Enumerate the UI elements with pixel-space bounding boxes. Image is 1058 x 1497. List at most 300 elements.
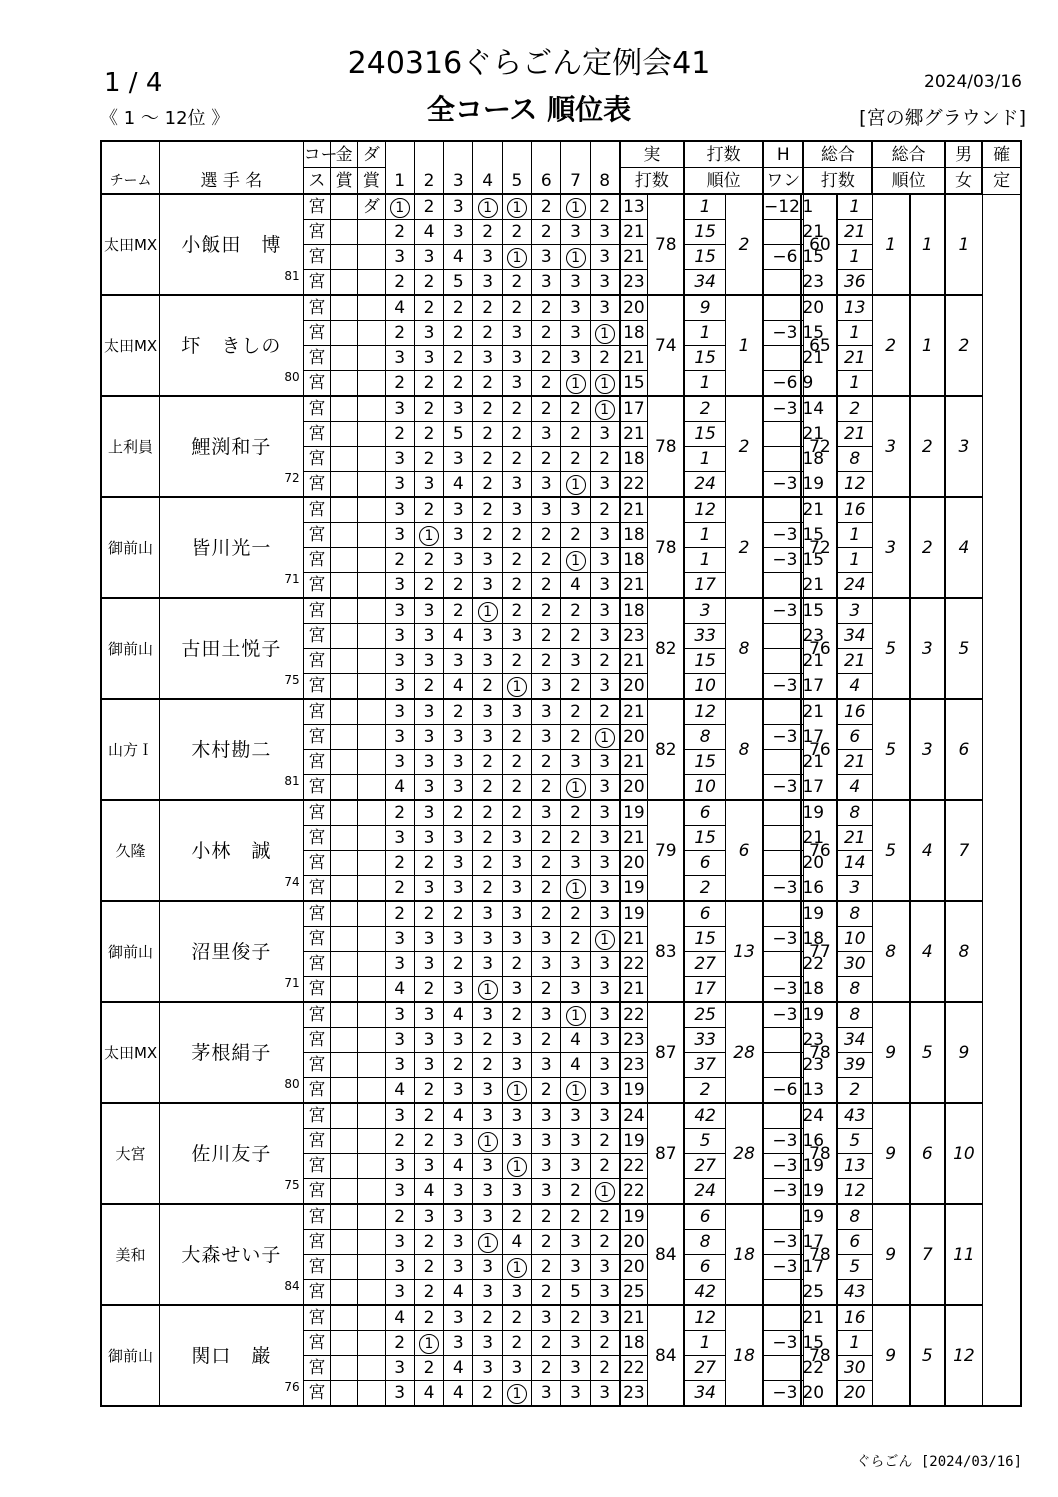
gold-cell xyxy=(330,371,357,397)
hole-score-1: 2 xyxy=(385,422,414,447)
course-cell: 宮 xyxy=(303,699,330,725)
hole-score-2: 2 xyxy=(414,295,443,321)
round-stroke-rank: 37 xyxy=(684,1053,725,1078)
da-cell xyxy=(358,220,385,245)
hole-in-one-mark: 1 xyxy=(566,198,586,218)
hole-score-2: 3 xyxy=(414,649,443,674)
da-cell xyxy=(358,371,385,397)
gold-cell xyxy=(330,826,357,851)
event-date: 2024/03/16 xyxy=(924,72,1022,92)
round-overall-rank: 8 xyxy=(837,800,872,826)
da-cell xyxy=(358,573,385,599)
hole-score-6: 2 xyxy=(532,598,561,624)
player-name: 古田土悦子 xyxy=(181,637,282,660)
hole-score-5: 2 xyxy=(502,1002,531,1028)
round-overall-rank: 21 xyxy=(837,346,872,371)
player-name-cell xyxy=(160,901,304,1002)
round-strokes: 21 xyxy=(620,927,648,952)
table-row xyxy=(101,598,1021,624)
hole-score-5: 3 xyxy=(502,927,531,952)
actual-strokes: 83 xyxy=(648,901,684,1002)
round-overall-rank: 12 xyxy=(837,472,872,498)
hole-score-3: 3 xyxy=(444,876,473,902)
hole-score-2: 3 xyxy=(414,598,443,624)
total-strokes: 76 xyxy=(803,598,836,699)
hole-score-5: 2 xyxy=(502,775,531,801)
course-cell: 宮 xyxy=(303,295,330,321)
round-strokes: 21 xyxy=(620,220,648,245)
hole-score-7: 3 xyxy=(561,1381,590,1407)
hole-in-one-bonus: −6 xyxy=(763,1078,801,1104)
gold-cell xyxy=(330,220,357,245)
hole-in-one-bonus xyxy=(763,1305,801,1331)
hole-score-1: 3 xyxy=(385,826,414,851)
round-strokes: 24 xyxy=(620,1103,648,1129)
round-stroke-rank: 12 xyxy=(684,699,725,725)
player-name: 木村勘二 xyxy=(191,738,272,761)
hole-score-3: 4 xyxy=(444,1280,473,1306)
player-name: 大森せい子 xyxy=(181,1243,282,1266)
hole-score-2: 2 xyxy=(414,422,443,447)
hole-score-7: 3 xyxy=(561,295,590,321)
round-stroke-rank: 9 xyxy=(684,295,725,321)
hole-in-one-bonus xyxy=(763,851,801,876)
gold-cell xyxy=(330,725,357,750)
hole-score-8: 3 xyxy=(590,952,619,977)
hole-in-one-bonus: −3 xyxy=(763,1381,801,1407)
gold-cell xyxy=(330,548,357,573)
actual-strokes: 84 xyxy=(648,1305,684,1406)
hole-score-7: 3 xyxy=(561,1255,590,1280)
round-strokes: 18 xyxy=(620,598,648,624)
hole-in-one-mark: 1 xyxy=(507,1081,527,1101)
hole-score-4 xyxy=(473,598,502,624)
hole-score-8: 3 xyxy=(590,674,619,700)
course-cell: 宮 xyxy=(303,548,330,573)
hole-score-2: 3 xyxy=(414,1028,443,1053)
gold-cell xyxy=(330,194,357,220)
hole-score-5 xyxy=(502,1078,531,1104)
hole-score-1: 2 xyxy=(385,901,414,927)
da-cell xyxy=(358,952,385,977)
round-overall-rank: 4 xyxy=(837,674,872,700)
actual-strokes: 82 xyxy=(648,699,684,800)
round-total: 23 xyxy=(801,624,803,649)
round-total: 23 xyxy=(801,1053,803,1078)
round-strokes: 18 xyxy=(620,548,648,573)
hole-in-one-mark: 1 xyxy=(478,1233,498,1253)
hole-score-7 xyxy=(561,1078,590,1104)
round-strokes: 15 xyxy=(620,371,648,397)
da-cell xyxy=(358,851,385,876)
final-rank: 4 xyxy=(945,497,982,598)
final-rank: 2 xyxy=(945,295,982,396)
player-age: 84 xyxy=(284,1279,300,1293)
round-total: 16 xyxy=(801,1129,803,1154)
hole-score-3: 3 xyxy=(444,523,473,548)
round-stroke-rank: 33 xyxy=(684,624,725,649)
round-stroke-rank: 1 xyxy=(684,321,725,346)
hole-score-3: 2 xyxy=(444,800,473,826)
round-strokes: 21 xyxy=(620,649,648,674)
team-cell: 太田MX xyxy=(101,295,160,396)
round-overall-rank: 4 xyxy=(837,775,872,801)
round-total: 21 xyxy=(801,497,803,523)
hole-score-1: 3 xyxy=(385,1280,414,1306)
round-strokes: 20 xyxy=(620,775,648,801)
player-name-cell xyxy=(160,1204,304,1305)
hole-score-3: 2 xyxy=(444,1053,473,1078)
da-cell xyxy=(358,1305,385,1331)
team-cell: 御前山 xyxy=(101,497,160,598)
hole-in-one-mark: 1 xyxy=(566,778,586,798)
hole-score-2: 4 xyxy=(414,220,443,245)
hole-score-1: 2 xyxy=(385,1204,414,1230)
gold-cell xyxy=(330,1204,357,1230)
hole-score-2: 3 xyxy=(414,876,443,902)
round-strokes: 20 xyxy=(620,851,648,876)
hole-score-8: 3 xyxy=(590,1002,619,1028)
hole-score-7: 5 xyxy=(561,1280,590,1306)
stroke-rank: 2 xyxy=(726,497,763,598)
hole-score-2: 3 xyxy=(414,750,443,775)
hole-score-2: 3 xyxy=(414,927,443,952)
course-cell: 宮 xyxy=(303,573,330,599)
hole-in-one-bonus: −12 xyxy=(763,194,801,220)
round-stroke-rank: 27 xyxy=(684,952,725,977)
hole-score-1: 4 xyxy=(385,295,414,321)
round-stroke-rank: 42 xyxy=(684,1103,725,1129)
total-strokes: 77 xyxy=(803,901,836,1002)
da-cell xyxy=(358,447,385,472)
round-strokes: 21 xyxy=(620,245,648,270)
hole-score-1: 3 xyxy=(385,649,414,674)
course-cell: 宮 xyxy=(303,194,330,220)
gender-rank: 6 xyxy=(910,1103,945,1204)
hole-score-1: 3 xyxy=(385,523,414,548)
hole-score-5 xyxy=(502,194,531,220)
hole-in-one-mark: 1 xyxy=(566,248,586,268)
hole-score-5: 2 xyxy=(502,1305,531,1331)
round-overall-rank: 1 xyxy=(837,371,872,397)
round-stroke-rank: 10 xyxy=(684,775,725,801)
hole-score-2: 2 xyxy=(414,447,443,472)
total-strokes: 72 xyxy=(803,497,836,598)
round-strokes: 21 xyxy=(620,1305,648,1331)
course-cell: 宮 xyxy=(303,245,330,270)
player-name-cell xyxy=(160,497,304,598)
hole-score-5: 2 xyxy=(502,295,531,321)
hole-score-5: 3 xyxy=(502,472,531,498)
hole-score-2: 3 xyxy=(414,1002,443,1028)
hole-score-6: 2 xyxy=(532,1255,561,1280)
hole-score-8: 2 xyxy=(590,1356,619,1381)
round-total: 21 xyxy=(801,422,803,447)
total-strokes: 78 xyxy=(803,1305,836,1406)
round-total: 9 xyxy=(801,371,803,397)
team-cell: 久隆 xyxy=(101,800,160,901)
hole-score-2: 3 xyxy=(414,472,443,498)
course-cell: 宮 xyxy=(303,977,330,1003)
round-overall-rank: 8 xyxy=(837,1002,872,1028)
course-cell: 宮 xyxy=(303,1154,330,1179)
table-row xyxy=(101,1204,1021,1230)
hole-score-1: 2 xyxy=(385,876,414,902)
total-strokes: 72 xyxy=(803,396,836,497)
round-strokes: 20 xyxy=(620,295,648,321)
round-strokes: 19 xyxy=(620,800,648,826)
round-overall-rank: 13 xyxy=(837,1154,872,1179)
hole-score-5: 2 xyxy=(502,548,531,573)
hole-score-2: 2 xyxy=(414,194,443,220)
col-overall-rank: 総合 xyxy=(872,141,945,168)
col-actual-2: 打数 xyxy=(620,168,685,195)
gender-rank: 2 xyxy=(910,396,945,497)
hole-score-7: 2 xyxy=(561,674,590,700)
hole-score-8: 3 xyxy=(590,245,619,270)
table-row xyxy=(101,194,1021,220)
hole-score-8: 2 xyxy=(590,649,619,674)
course-cell: 宮 xyxy=(303,1280,330,1306)
hole-score-4 xyxy=(473,1230,502,1255)
hole-score-1: 2 xyxy=(385,1129,414,1154)
hole-score-3: 3 xyxy=(444,1255,473,1280)
course-cell: 宮 xyxy=(303,826,330,851)
da-cell xyxy=(358,1002,385,1028)
round-total: 19 xyxy=(801,1204,803,1230)
final-rank: 8 xyxy=(945,901,982,1002)
hole-score-4 xyxy=(473,977,502,1003)
hole-score-6: 3 xyxy=(532,725,561,750)
round-overall-rank: 3 xyxy=(837,598,872,624)
actual-strokes: 84 xyxy=(648,1204,684,1305)
hole-score-7: 3 xyxy=(561,497,590,523)
hole-score-1: 3 xyxy=(385,1356,414,1381)
hole-score-3: 3 xyxy=(444,220,473,245)
hole-in-one-bonus xyxy=(763,1028,801,1053)
hole-score-5: 3 xyxy=(502,1053,531,1078)
player-name-cell xyxy=(160,800,304,901)
hole-score-8: 2 xyxy=(590,194,619,220)
hole-score-5: 3 xyxy=(502,1103,531,1129)
hole-score-6: 2 xyxy=(532,321,561,346)
da-cell xyxy=(358,901,385,927)
round-overall-rank: 16 xyxy=(837,497,872,523)
round-total: 17 xyxy=(801,1230,803,1255)
round-strokes: 19 xyxy=(620,1078,648,1104)
hole-score-4: 3 xyxy=(473,649,502,674)
hole-score-5: 2 xyxy=(502,270,531,296)
gold-cell xyxy=(330,1356,357,1381)
round-overall-rank: 6 xyxy=(837,1230,872,1255)
round-total: 1 xyxy=(801,194,803,220)
round-stroke-rank: 15 xyxy=(684,649,725,674)
round-stroke-rank: 1 xyxy=(684,371,725,397)
final-rank: 12 xyxy=(945,1305,982,1406)
total-strokes: 65 xyxy=(803,295,836,396)
round-strokes: 21 xyxy=(620,699,648,725)
hole-score-8: 3 xyxy=(590,876,619,902)
final-rank: 3 xyxy=(945,396,982,497)
gold-cell xyxy=(330,624,357,649)
round-stroke-rank: 6 xyxy=(684,800,725,826)
hole-score-5 xyxy=(502,245,531,270)
final-rank: 1 xyxy=(945,194,982,295)
hole-score-4: 2 xyxy=(473,371,502,397)
overall-rank: 5 xyxy=(872,598,909,699)
hole-score-6: 2 xyxy=(532,1204,561,1230)
hole-score-1: 4 xyxy=(385,977,414,1003)
hole-score-5: 3 xyxy=(502,1280,531,1306)
course-cell: 宮 xyxy=(303,1331,330,1356)
hole-score-7: 2 xyxy=(561,901,590,927)
col-hole-3: 3 xyxy=(444,141,473,194)
hole-score-4: 2 xyxy=(473,321,502,346)
col-hole-5: 5 xyxy=(502,141,531,194)
hole-score-7: 3 xyxy=(561,1331,590,1356)
hole-score-8: 2 xyxy=(590,447,619,472)
table-row xyxy=(101,901,1021,927)
hole-score-6: 2 xyxy=(532,573,561,599)
col-course-2: ス xyxy=(303,168,330,195)
hole-score-1: 2 xyxy=(385,371,414,397)
hole-score-3: 4 xyxy=(444,1103,473,1129)
hole-in-one-mark: 1 xyxy=(507,1384,527,1404)
hole-score-6: 2 xyxy=(532,1331,561,1356)
gender-rank: 5 xyxy=(910,1002,945,1103)
hole-in-one-bonus: −3 xyxy=(763,396,801,422)
hole-in-one-mark: 1 xyxy=(595,728,615,748)
hole-score-2: 2 xyxy=(414,371,443,397)
round-strokes: 19 xyxy=(620,1129,648,1154)
team-cell: 美和 xyxy=(101,1204,160,1305)
hole-score-3: 3 xyxy=(444,447,473,472)
hole-score-4: 3 xyxy=(473,699,502,725)
stroke-rank: 1 xyxy=(726,295,763,396)
round-total: 17 xyxy=(801,725,803,750)
hole-score-6: 2 xyxy=(532,775,561,801)
course-cell: 宮 xyxy=(303,220,330,245)
round-total: 17 xyxy=(801,1255,803,1280)
gender-rank: 1 xyxy=(910,194,945,295)
team-cell: 山方Ｉ xyxy=(101,699,160,800)
round-stroke-rank: 6 xyxy=(684,851,725,876)
hole-score-5: 3 xyxy=(502,1129,531,1154)
player-name: 小林 誠 xyxy=(191,839,272,862)
col-hole-2: 2 xyxy=(414,141,443,194)
hole-score-5: 3 xyxy=(502,1356,531,1381)
stroke-rank: 2 xyxy=(726,194,763,295)
gender-rank: 5 xyxy=(910,1305,945,1406)
hole-score-4: 2 xyxy=(473,800,502,826)
hole-score-4: 2 xyxy=(473,851,502,876)
hole-score-6: 3 xyxy=(532,927,561,952)
round-overall-rank: 21 xyxy=(837,750,872,775)
hole-score-8: 3 xyxy=(590,1305,619,1331)
hole-score-2: 2 xyxy=(414,573,443,599)
round-overall-rank: 5 xyxy=(837,1255,872,1280)
hole-score-8: 3 xyxy=(590,295,619,321)
hole-score-3: 2 xyxy=(444,598,473,624)
course-cell: 宮 xyxy=(303,1129,330,1154)
player-age: 76 xyxy=(284,1380,300,1394)
hole-score-8: 3 xyxy=(590,1280,619,1306)
final-rank: 7 xyxy=(945,800,982,901)
round-overall-rank: 3 xyxy=(837,876,872,902)
hole-in-one-bonus: −3 xyxy=(763,523,801,548)
hole-score-4: 3 xyxy=(473,725,502,750)
hole-score-8: 3 xyxy=(590,548,619,573)
hole-score-8: 3 xyxy=(590,851,619,876)
footer-credit: ぐらごん [2024/03/16] xyxy=(856,1454,1022,1470)
hole-score-1: 2 xyxy=(385,851,414,876)
course-cell: 宮 xyxy=(303,1078,330,1104)
gold-cell xyxy=(330,396,357,422)
hole-in-one-bonus xyxy=(763,1280,801,1306)
hole-score-5: 4 xyxy=(502,1230,531,1255)
round-total: 21 xyxy=(801,1305,803,1331)
round-strokes: 21 xyxy=(620,573,648,599)
overall-rank: 5 xyxy=(872,800,909,901)
hole-in-one-bonus: −3 xyxy=(763,548,801,573)
round-stroke-rank: 27 xyxy=(684,1356,725,1381)
hole-score-5: 2 xyxy=(502,220,531,245)
round-overall-rank: 30 xyxy=(837,952,872,977)
hole-score-8: 3 xyxy=(590,1053,619,1078)
hole-score-2: 3 xyxy=(414,1053,443,1078)
hole-score-7: 2 xyxy=(561,1305,590,1331)
hole-score-1: 3 xyxy=(385,1230,414,1255)
round-strokes: 20 xyxy=(620,1255,648,1280)
course-cell: 宮 xyxy=(303,1356,330,1381)
col-team: チーム xyxy=(101,141,160,194)
hole-score-8: 3 xyxy=(590,826,619,851)
gold-cell xyxy=(330,750,357,775)
round-strokes: 22 xyxy=(620,1002,648,1028)
hole-in-one-bonus xyxy=(763,1204,801,1230)
hole-in-one-bonus xyxy=(763,952,801,977)
hole-score-8: 3 xyxy=(590,598,619,624)
team-cell: 御前山 xyxy=(101,901,160,1002)
round-stroke-rank: 2 xyxy=(684,876,725,902)
stroke-rank: 8 xyxy=(726,598,763,699)
hole-score-6: 2 xyxy=(532,649,561,674)
da-cell xyxy=(358,1280,385,1306)
course-cell: 宮 xyxy=(303,800,330,826)
hole-score-7: 4 xyxy=(561,573,590,599)
round-strokes: 23 xyxy=(620,1053,648,1078)
hole-score-5: 2 xyxy=(502,952,531,977)
da-cell xyxy=(358,396,385,422)
player-name: 沼里俊子 xyxy=(191,940,272,963)
hole-score-1: 3 xyxy=(385,396,414,422)
hole-score-5: 3 xyxy=(502,321,531,346)
stroke-rank: 2 xyxy=(726,396,763,497)
hole-score-2: 3 xyxy=(414,952,443,977)
da-cell xyxy=(358,1129,385,1154)
round-stroke-rank: 1 xyxy=(684,194,725,220)
player-name-cell xyxy=(160,295,304,396)
hole-in-one-bonus: −3 xyxy=(763,725,801,750)
total-strokes: 60 xyxy=(803,194,836,295)
hole-score-6: 3 xyxy=(532,1179,561,1205)
da-cell xyxy=(358,346,385,371)
da-cell xyxy=(358,270,385,296)
round-overall-rank: 14 xyxy=(837,851,872,876)
hole-score-6: 2 xyxy=(532,346,561,371)
round-strokes: 23 xyxy=(620,270,648,296)
col-hole-in-one-2: ワン xyxy=(763,168,803,195)
